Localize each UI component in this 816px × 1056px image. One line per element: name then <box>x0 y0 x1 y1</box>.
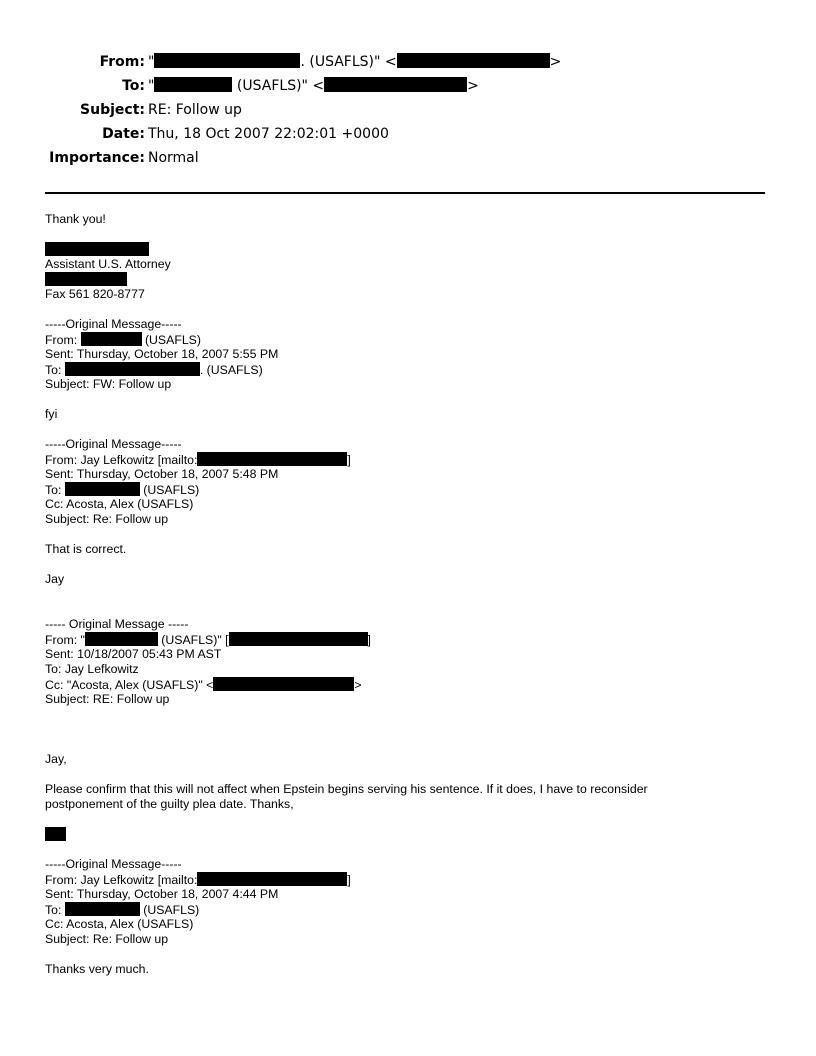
message-text: That is correct. <box>45 542 127 556</box>
message-greeting: Jay, <box>45 752 67 766</box>
from-suffix: (USAFLS) <box>141 333 201 347</box>
importance-label: Importance: <box>49 150 145 166</box>
redaction-block <box>45 242 149 256</box>
from-prefix: From: Jay Lefkowitz [mailto: <box>45 453 198 467</box>
message-sent: Sent: 10/18/2007 05:43 PM AST <box>45 647 222 661</box>
from-prefix: From: " <box>45 633 85 647</box>
message-subject: Subject: Re: Follow up <box>45 932 169 946</box>
from-prefix: From: <box>45 333 81 347</box>
message-from <box>45 632 765 647</box>
message-subject: Subject: Re: Follow up <box>45 512 169 526</box>
to-org: (USAFLS)" < <box>232 78 325 94</box>
date-label: Date: <box>102 126 145 142</box>
signature-fax: Fax 561 820-8777 <box>45 287 145 301</box>
message-from <box>45 872 765 887</box>
redaction-block <box>65 902 140 916</box>
from-label: From: <box>99 54 145 70</box>
message-signoff <box>45 827 765 842</box>
to-end: > <box>467 78 479 94</box>
message-to: To: Jay Lefkowitz <box>45 662 139 676</box>
redaction-block <box>197 872 347 886</box>
signature-phone <box>45 272 765 287</box>
signature-title: Assistant U.S. Attorney <box>45 257 171 271</box>
message-sent: Sent: Thursday, October 18, 2007 4:44 PM <box>45 887 279 901</box>
message-from <box>45 452 765 467</box>
redaction-block <box>81 332 142 346</box>
redaction-block <box>397 53 550 68</box>
message-subject: Subject: FW: Follow up <box>45 377 172 391</box>
to-prefix: To: <box>45 483 65 497</box>
redaction-block <box>85 632 158 646</box>
message-sent: Sent: Thursday, October 18, 2007 5:48 PM <box>45 467 279 481</box>
redaction-block <box>154 53 300 68</box>
message-cc <box>45 677 765 692</box>
cc-prefix: Cc: "Acosta, Alex (USAFLS)" < <box>45 678 214 692</box>
message-divider: ----- Original Message ----- <box>45 617 189 631</box>
date-value: Thu, 18 Oct 2007 22:02:01 +0000 <box>148 126 389 142</box>
message-cc: Cc: Acosta, Alex (USAFLS) <box>45 917 194 931</box>
message-text: Thanks very much. <box>45 962 149 976</box>
to-suffix: (USAFLS) <box>139 903 200 917</box>
redaction-block <box>324 77 467 92</box>
redaction-block <box>229 632 368 646</box>
from-org: (USAFLS)" [ <box>157 633 229 647</box>
message-cc: Cc: Acosta, Alex (USAFLS) <box>45 497 194 511</box>
message-divider: -----Original Message----- <box>45 317 182 331</box>
from-value <box>148 52 561 72</box>
message-divider: -----Original Message----- <box>45 437 182 451</box>
message-to <box>45 482 765 497</box>
message-to <box>45 362 765 377</box>
from-end: > <box>549 54 562 70</box>
message-to <box>45 902 765 917</box>
to-suffix: . (USAFLS) <box>199 363 263 377</box>
importance-value: Normal <box>148 150 199 166</box>
from-quote: " <box>148 54 155 70</box>
subject-value: RE: Follow up <box>148 102 242 118</box>
signature-name <box>45 242 765 257</box>
email-body <box>45 212 765 977</box>
redaction-block <box>154 77 232 92</box>
message-subject: Subject: RE: Follow up <box>45 692 170 706</box>
message-sign: Jay <box>45 572 65 586</box>
from-suffix: ] <box>347 453 351 467</box>
message-sent: Sent: Thursday, October 18, 2007 5:55 PM <box>45 347 279 361</box>
message-paragraph: Please confirm that this will not affect when Epstein begins serving his sentence. If it does, I have to reconsider postponement of the guilty plea date. Thanks, <box>45 782 648 811</box>
to-quote: " <box>148 78 155 94</box>
redaction-block <box>45 827 66 841</box>
redaction-block <box>197 452 347 466</box>
to-value <box>148 76 479 96</box>
thanks-text: Thank you! <box>45 212 106 226</box>
from-org: . (USAFLS)" < <box>300 54 397 70</box>
redaction-block <box>65 362 200 376</box>
to-suffix: (USAFLS) <box>139 483 200 497</box>
message-text: fyi <box>45 407 58 421</box>
redaction-block <box>65 482 140 496</box>
cc-suffix: > <box>354 678 362 692</box>
from-suffix: ] <box>367 633 371 647</box>
from-prefix: From: Jay Lefkowitz [mailto: <box>45 873 198 887</box>
to-label: To: <box>122 78 145 94</box>
redaction-block <box>213 677 354 691</box>
message-from <box>45 332 765 347</box>
from-suffix: ] <box>347 873 351 887</box>
to-prefix: To: <box>45 363 65 377</box>
subject-label: Subject: <box>80 102 145 118</box>
to-prefix: To: <box>45 903 65 917</box>
message-divider: -----Original Message----- <box>45 857 182 871</box>
header-divider <box>45 192 765 194</box>
redaction-block <box>45 272 127 286</box>
